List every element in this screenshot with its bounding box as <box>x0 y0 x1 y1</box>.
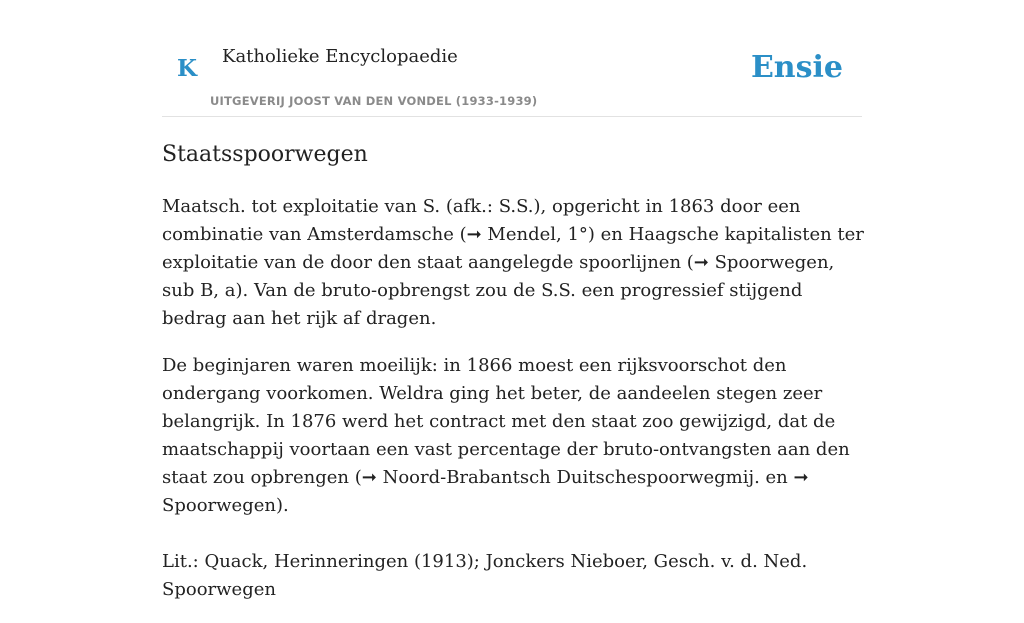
article-paragraph: Maatsch. tot exploitatie van S. (afk.: S.S.), opgericht in 1863 door een combinatie van Amsterdamsche (➞ Mendel, 1°) en Haagsche kapitalisten ter exploitatie van de door den staat aangelegde spoorlijnen (➞ Spoorwegen, sub B, a). Van de bruto-opbrengst zou de S.S. een progressief stijgend bedrag aan het rijk af dragen. <box>162 196 864 329</box>
publisher-label: UITGEVERIJ JOOST VAN DEN VONDEL (1933-1939) <box>210 94 538 108</box>
article <box>162 140 864 623</box>
article-paragraph: De beginjaren waren moeilijk: in 1866 moest een rijksvoorschot den ondergang voorkomen. Weldra ging het beter, de aandeelen stegen zeer belangrijk. In 1876 werd het contract met den staat zoo gewijzigd, dat de maatschappij voortaan een vast percentage der bruto-ontvangsten aan den staat zou opbrengen (➞ Noord-Brabantsch Duitschespoorwegmij. en ➞ Spoorwegen). <box>162 355 850 516</box>
site-logo[interactable]: K <box>177 55 197 82</box>
site-header <box>162 0 862 117</box>
literature-note: Lit.: Quack, Herinneringen (1913); Jonckers Nieboer, Gesch. v. d. Ned. Spoorwegen <box>162 551 808 600</box>
ensie-brand-link[interactable]: Ensie <box>750 50 843 85</box>
site-title[interactable]: Katholieke Encyclopaedie <box>222 46 458 67</box>
article-title: Staatsspoorwegen <box>162 142 368 167</box>
